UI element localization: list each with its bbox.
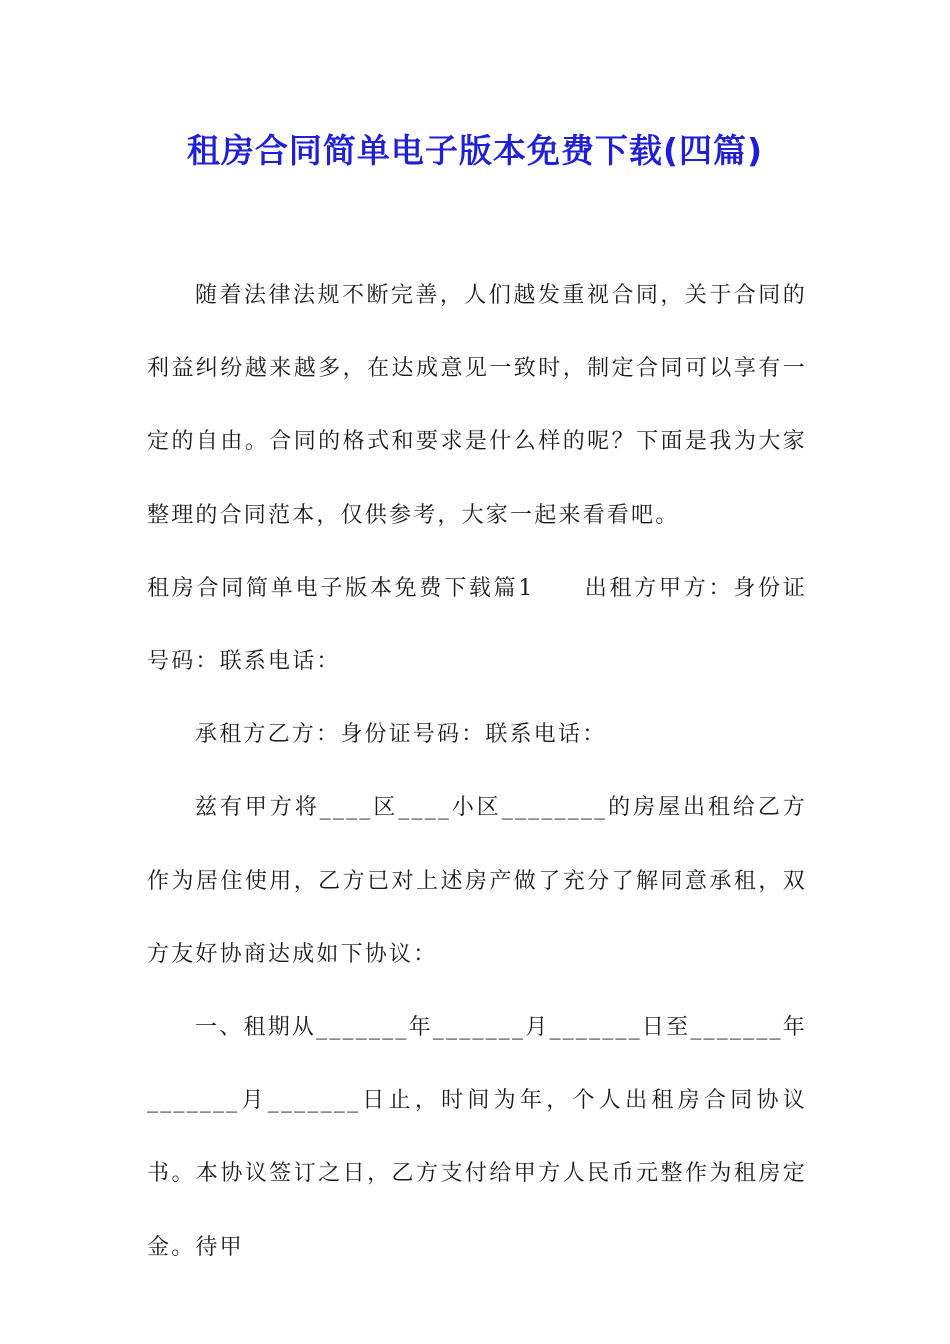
- document-title: 租房合同简单电子版本免费下载(四篇): [186, 131, 764, 170]
- tenant-info-paragraph: 承租方乙方：身份证号码：联系电话：: [195, 722, 607, 748]
- document-body: [147, 259, 807, 1284]
- intro-paragraph: 随着法律法规不断完善，人们越发重视合同，关于合同的利益纠纷越来越多，在达成意见一致时，制定合同可以享有一定的自由。合同的格式和要求是什么样的呢？下面是我为大家整理的合同范本，仅供参考，大家一起来看看吧。: [147, 283, 807, 528]
- lease-term-paragraph: 一、租期从_______年_______月_______日至_______年_______月_______日止，时间为年，个人出租房合同协议书。本协议签订之日，乙方支付给甲方人民币元整作为租房定金。待甲: [147, 1015, 807, 1260]
- section-heading-paragraph: 租房合同简单电子版本免费下载篇1 出租方甲方：身份证号码：联系电话：: [147, 575, 807, 675]
- property-paragraph: 兹有甲方将____区____小区________的房屋出租给乙方作为居住使用，乙方已对上述房产做了充分了解同意承租，双方友好协商达成如下协议：: [147, 795, 807, 967]
